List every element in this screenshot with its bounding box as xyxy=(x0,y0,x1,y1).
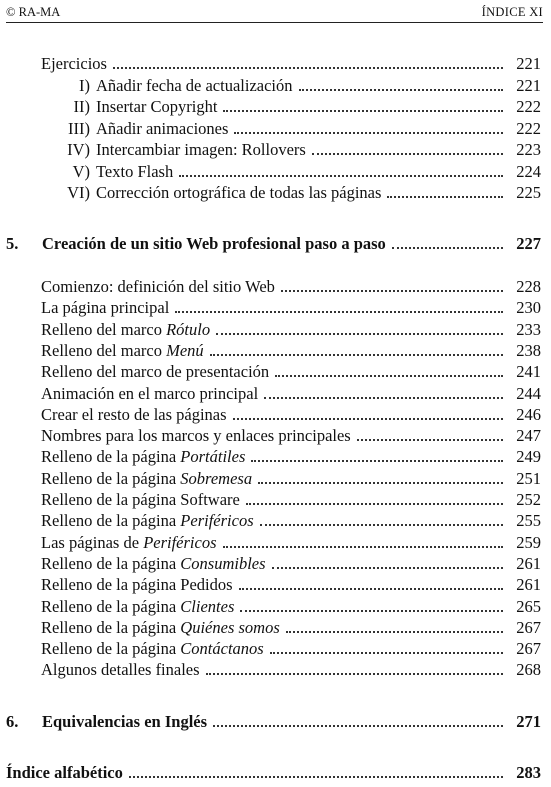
entry-title-italic: Periféricos xyxy=(180,511,254,531)
leader-dots xyxy=(270,642,503,654)
toc-entry xyxy=(41,489,541,510)
toc-entry xyxy=(41,361,541,382)
subentry-number: VI) xyxy=(67,183,90,202)
leader-dots xyxy=(206,663,503,675)
entry-title xyxy=(41,659,200,680)
publisher-label: © RA-MA xyxy=(6,5,61,19)
leader-dots xyxy=(246,493,503,505)
entry-title: Ejercicios xyxy=(41,54,107,73)
entry-page: 255 xyxy=(516,511,541,531)
subentry-page: 224 xyxy=(516,161,541,181)
leader-dots xyxy=(175,301,503,313)
toc-chapter-5 xyxy=(6,233,541,254)
entry-page: 259 xyxy=(516,532,541,552)
leader-dots xyxy=(210,344,503,356)
leader-dots xyxy=(216,323,503,335)
entry-title xyxy=(41,510,254,531)
entry-title-text: Relleno de la página xyxy=(41,617,181,637)
entry-title-text: Relleno de la página Pedidos xyxy=(41,575,233,595)
toc-entry xyxy=(41,574,541,595)
subentry-page: 221 xyxy=(516,76,541,95)
entry-title xyxy=(41,361,269,382)
entry-title-italic: Clientes xyxy=(180,596,235,616)
subentry-title: Añadir fecha de actualización xyxy=(96,76,293,95)
entry-title-text: Relleno de la página xyxy=(41,447,181,467)
entry-title-text: Relleno de la página Software xyxy=(41,490,240,509)
entry-title-italic: Consumibles xyxy=(180,553,266,573)
entry-title-italic: Contáctanos xyxy=(180,639,264,659)
toc-subentry xyxy=(48,118,541,139)
toc-subentry xyxy=(48,75,541,96)
entry-title-text: Comienzo: definición del sitio Web xyxy=(41,277,275,296)
entry-page: 228 xyxy=(516,277,541,296)
toc-entry xyxy=(41,276,541,297)
entry-title xyxy=(41,638,264,659)
entry-title-text: Relleno del marco xyxy=(41,340,167,360)
toc-subentry xyxy=(48,139,541,160)
entry-title xyxy=(41,489,240,510)
entry-page: 251 xyxy=(516,468,541,488)
index-page: 283 xyxy=(516,763,541,782)
toc-indice-alfabetico xyxy=(6,762,541,783)
entry-title-text: Nombres para los marcos y enlaces principales xyxy=(41,426,351,446)
toc-entry xyxy=(41,617,541,638)
subentry-title: Añadir animaciones xyxy=(96,118,229,138)
entry-title xyxy=(41,553,266,574)
leader-dots xyxy=(275,365,503,377)
entry-page: 230 xyxy=(516,298,541,318)
chapter-number: 5. xyxy=(6,234,19,253)
leader-dots xyxy=(392,237,503,249)
subentry-page: 222 xyxy=(516,97,541,117)
toc-entry xyxy=(41,404,541,425)
entry-page: 267 xyxy=(516,617,541,637)
leader-dots xyxy=(233,408,503,420)
entry-title-italic: Sobremesa xyxy=(180,468,253,488)
entry-title xyxy=(41,319,210,340)
toc-entry xyxy=(41,659,541,680)
entry-title-text: Relleno de la página xyxy=(41,511,181,531)
entry-page: 268 xyxy=(516,660,541,680)
entry-title xyxy=(41,425,351,446)
toc-subentry xyxy=(48,182,541,203)
subentry-number: III) xyxy=(68,118,90,138)
toc-entry xyxy=(41,638,541,659)
leader-dots xyxy=(213,715,503,727)
entry-title xyxy=(41,297,169,318)
index-title: Índice alfabético xyxy=(6,763,123,782)
leader-dots xyxy=(179,165,503,177)
subentry-number: IV) xyxy=(67,140,90,160)
toc-entry xyxy=(41,425,541,446)
toc-entry xyxy=(41,297,541,318)
entry-page: 267 xyxy=(516,639,541,659)
chapter-number: 6. xyxy=(6,712,19,731)
toc-entry xyxy=(41,532,541,553)
entry-title xyxy=(41,617,280,638)
leader-dots xyxy=(272,557,503,569)
leader-dots xyxy=(223,536,503,548)
toc-chapter-6 xyxy=(6,711,541,732)
entry-page: 252 xyxy=(516,490,541,509)
entry-page: 221 xyxy=(516,54,541,73)
toc-entry xyxy=(41,319,541,340)
leader-dots xyxy=(260,514,503,526)
subentry-number: I) xyxy=(79,76,90,95)
subentry-page: 222 xyxy=(516,118,541,138)
entry-page: 247 xyxy=(516,426,541,446)
entry-title xyxy=(41,383,258,404)
entry-title xyxy=(41,404,227,425)
running-header xyxy=(6,2,543,23)
entry-title-italic: Portátiles xyxy=(180,447,246,467)
toc-entry xyxy=(41,383,541,404)
entry-page: 238 xyxy=(516,340,541,360)
entry-title xyxy=(41,468,252,489)
chapter-title: Equivalencias en Inglés xyxy=(42,712,208,731)
toc-entry xyxy=(41,596,541,617)
entry-title xyxy=(41,596,234,617)
entry-title-text: Animación en el marco principal xyxy=(41,383,259,403)
entry-title-text: Relleno del marco de presentación xyxy=(41,362,270,382)
leader-dots xyxy=(312,143,503,155)
entry-page: 246 xyxy=(516,404,541,424)
leader-dots xyxy=(240,600,503,612)
subentry-title: Texto Flash xyxy=(96,161,174,181)
entry-title-text: Relleno del marco xyxy=(41,319,167,339)
chapter-page: 271 xyxy=(516,712,541,731)
entry-title xyxy=(41,532,217,553)
toc-entry xyxy=(41,446,541,467)
entry-title-text: La página principal xyxy=(41,298,170,318)
leader-dots xyxy=(258,472,503,484)
leader-dots xyxy=(264,387,503,399)
leader-dots xyxy=(357,429,503,441)
entry-title-text: Las páginas de xyxy=(41,532,144,552)
entry-title xyxy=(41,340,204,361)
leader-dots xyxy=(251,450,503,462)
subentry-page: 225 xyxy=(516,183,541,202)
leader-dots xyxy=(286,621,503,633)
entry-page: 244 xyxy=(516,383,541,403)
leader-dots xyxy=(223,100,503,112)
leader-dots xyxy=(234,122,503,134)
toc-entry xyxy=(41,510,541,531)
entry-title-text: Relleno de la página xyxy=(41,553,181,573)
entry-title xyxy=(41,276,275,297)
subentry-page: 223 xyxy=(516,140,541,160)
section-page-label: ÍNDICE XI xyxy=(481,5,543,19)
leader-dots xyxy=(239,578,503,590)
entry-page: 265 xyxy=(516,596,541,616)
leader-dots xyxy=(113,57,503,69)
entry-page: 261 xyxy=(516,553,541,573)
subentry-title: Intercambiar imagen: Rollovers xyxy=(96,140,306,160)
subentry-number: V) xyxy=(72,161,90,181)
chapter-title: Creación de un sitio Web profesional paso a paso xyxy=(42,234,386,253)
toc-entry-ejercicios xyxy=(41,53,541,74)
entry-title xyxy=(41,446,245,467)
entry-page: 241 xyxy=(516,362,541,382)
toc-subentry xyxy=(48,96,541,117)
entry-title-italic: Menú xyxy=(166,340,204,360)
toc-subentry xyxy=(48,161,541,182)
leader-dots xyxy=(299,79,503,91)
entry-page: 249 xyxy=(516,447,541,467)
toc-entry xyxy=(41,340,541,361)
subentry-title: Corrección ortográfica de todas las páginas xyxy=(96,183,382,202)
toc-entry xyxy=(41,553,541,574)
subentry-number: II) xyxy=(73,97,90,117)
entry-title-text: Relleno de la página xyxy=(41,468,181,488)
leader-dots xyxy=(387,186,503,198)
entry-title-italic: Rótulo xyxy=(166,319,211,339)
leader-dots xyxy=(129,766,503,778)
entry-title-text: Relleno de la página xyxy=(41,596,181,616)
entry-page: 261 xyxy=(516,575,541,595)
entry-title-italic: Quiénes somos xyxy=(180,617,280,637)
entry-title xyxy=(41,574,233,595)
entry-title-text: Algunos detalles finales xyxy=(41,660,200,680)
entry-title-text: Crear el resto de las páginas xyxy=(41,404,227,424)
entry-page: 233 xyxy=(516,319,541,339)
subentry-title: Insertar Copyright xyxy=(96,97,218,117)
entry-title-text: Relleno de la página xyxy=(41,639,181,659)
entry-title-italic: Periféricos xyxy=(143,532,217,552)
leader-dots xyxy=(281,280,503,292)
chapter-page: 227 xyxy=(516,234,541,253)
toc-entry xyxy=(41,468,541,489)
